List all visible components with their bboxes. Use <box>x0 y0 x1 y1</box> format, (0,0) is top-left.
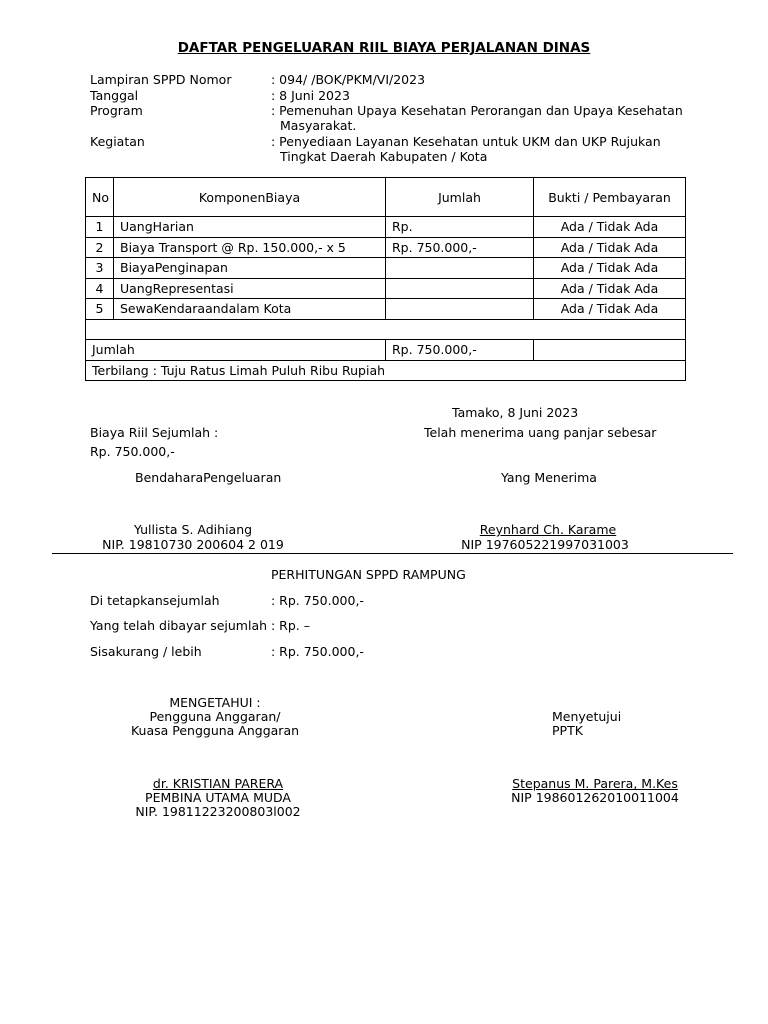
col-header-jumlah: Jumlah <box>386 178 534 217</box>
row-no: 5 <box>86 299 114 320</box>
row-jumlah <box>386 278 534 299</box>
empty-cell <box>86 319 686 340</box>
header-label-kegiatan: Kegiatan <box>90 134 145 149</box>
right-role: Yang Menerima <box>501 470 597 485</box>
biaya-riil-value: Rp. 750.000,- <box>90 444 175 459</box>
total-value: Rp. 750.000,- <box>386 340 534 361</box>
header-value-tanggal: : 8 Juni 2023 <box>271 88 350 103</box>
col-header-komponen: KomponenBiaya <box>114 178 386 217</box>
terbilang-text: Terbilang : Tuju Ratus Limah Puluh Ribu Rupiah <box>86 360 686 381</box>
calc-title: PERHITUNGAN SPPD RAMPUNG <box>271 567 466 582</box>
row-bukti: Ada / Tidak Ada <box>534 217 686 238</box>
pengguna-anggaran-label: Pengguna Anggaran/ <box>149 709 281 724</box>
row-jumlah: Rp. <box>386 217 534 238</box>
place-date: Tamako, 8 Juni 2023 <box>452 405 579 420</box>
table-row <box>86 278 686 299</box>
right-signatory-name: Reynhard Ch. Karame <box>479 522 617 537</box>
pptk-label: PPTK <box>552 723 583 738</box>
row-komponen: SewaKendaraandalam Kota <box>114 299 386 320</box>
mengetahui-label: MENGETAHUI : <box>169 695 261 710</box>
row-jumlah <box>386 299 534 320</box>
received-text: Telah menerima uang panjar sebesar <box>424 425 657 440</box>
approver-left-name: dr. KRISTIAN PARERA <box>152 776 284 791</box>
row-bukti: Ada / Tidak Ada <box>534 299 686 320</box>
row-komponen: BiayaPenginapan <box>114 258 386 279</box>
table-header-row <box>86 178 686 217</box>
row-bukti: Ada / Tidak Ada <box>534 237 686 258</box>
table-row <box>86 237 686 258</box>
row-no: 3 <box>86 258 114 279</box>
row-komponen: Biaya Transport @ Rp. 150.000,- x 5 <box>114 237 386 258</box>
table-row <box>86 299 686 320</box>
header-value-kegiatan-cont: Tingkat Daerah Kabupaten / Kota <box>280 149 488 164</box>
row-jumlah <box>386 258 534 279</box>
table-row <box>86 217 686 238</box>
header-label-lampiran: Lampiran SPPD Nomor <box>90 72 232 87</box>
table-total-row <box>86 340 686 361</box>
approver-right-nip: NIP 198601262010011004 <box>511 790 679 805</box>
table-empty-row <box>86 319 686 340</box>
row-bukti: Ada / Tidak Ada <box>534 278 686 299</box>
total-label: Jumlah <box>86 340 386 361</box>
row-jumlah: Rp. 750.000,- <box>386 237 534 258</box>
total-bukti-cell <box>534 340 686 361</box>
row-no: 2 <box>86 237 114 258</box>
table-terbilang-row <box>86 360 686 381</box>
header-label-tanggal: Tanggal <box>90 88 139 103</box>
header-value-program-cont: Masyarakat. <box>280 118 357 133</box>
calc-label-ditetapkan: Di tetapkansejumlah <box>90 593 220 608</box>
right-signatory-nip: NIP 197605221997031003 <box>461 537 629 552</box>
calc-value-sisa: : Rp. 750.000,- <box>271 644 364 659</box>
header-label-program: Program <box>90 103 143 118</box>
divider-line <box>52 553 733 554</box>
calc-label-sisa: Sisakurang / lebih <box>90 644 202 659</box>
row-no: 4 <box>86 278 114 299</box>
menyetujui-label: Menyetujui <box>552 709 622 724</box>
row-komponen: UangRepresentasi <box>114 278 386 299</box>
header-value-program: : Pemenuhan Upaya Kesehatan Perorangan dan Upaya Kesehatan <box>271 103 683 118</box>
calc-value-ditetapkan: : Rp. 750.000,- <box>271 593 364 608</box>
row-komponen: UangHarian <box>114 217 386 238</box>
left-role: BendaharaPengeluaran <box>135 470 282 485</box>
left-signatory-name: Yullista S. Adihiang <box>133 522 253 537</box>
row-bukti: Ada / Tidak Ada <box>534 258 686 279</box>
kuasa-pengguna-label: Kuasa Pengguna Anggaran <box>130 723 300 738</box>
header-value-lampiran: : 094/ /BOK/PKM/VI/2023 <box>271 72 426 87</box>
row-no: 1 <box>86 217 114 238</box>
approver-left-nip: NIP. 19811223200803l002 <box>135 804 301 819</box>
col-header-bukti: Bukti / Pembayaran <box>534 178 686 217</box>
biaya-riil-label: Biaya Riil Sejumlah : <box>90 425 219 440</box>
table-row <box>86 258 686 279</box>
approver-right-name: Stepanus M. Parera, M.Kes <box>512 776 678 791</box>
left-signatory-nip: NIP. 19810730 200604 2 019 <box>102 537 284 552</box>
col-header-no: No <box>86 178 114 217</box>
calc-value-dibayar: : Rp. – <box>271 618 311 633</box>
approver-left-rank: PEMBINA UTAMA MUDA <box>145 790 291 805</box>
header-value-kegiatan: : Penyediaan Layanan Kesehatan untuk UKM dan UKP Rujukan <box>271 134 661 149</box>
document-title: DAFTAR PENGELUARAN RIIL BIAYA PERJALANAN DINAS <box>177 40 591 56</box>
calc-label-dibayar: Yang telah dibayar sejumlah <box>90 618 268 633</box>
expense-table <box>85 177 686 381</box>
